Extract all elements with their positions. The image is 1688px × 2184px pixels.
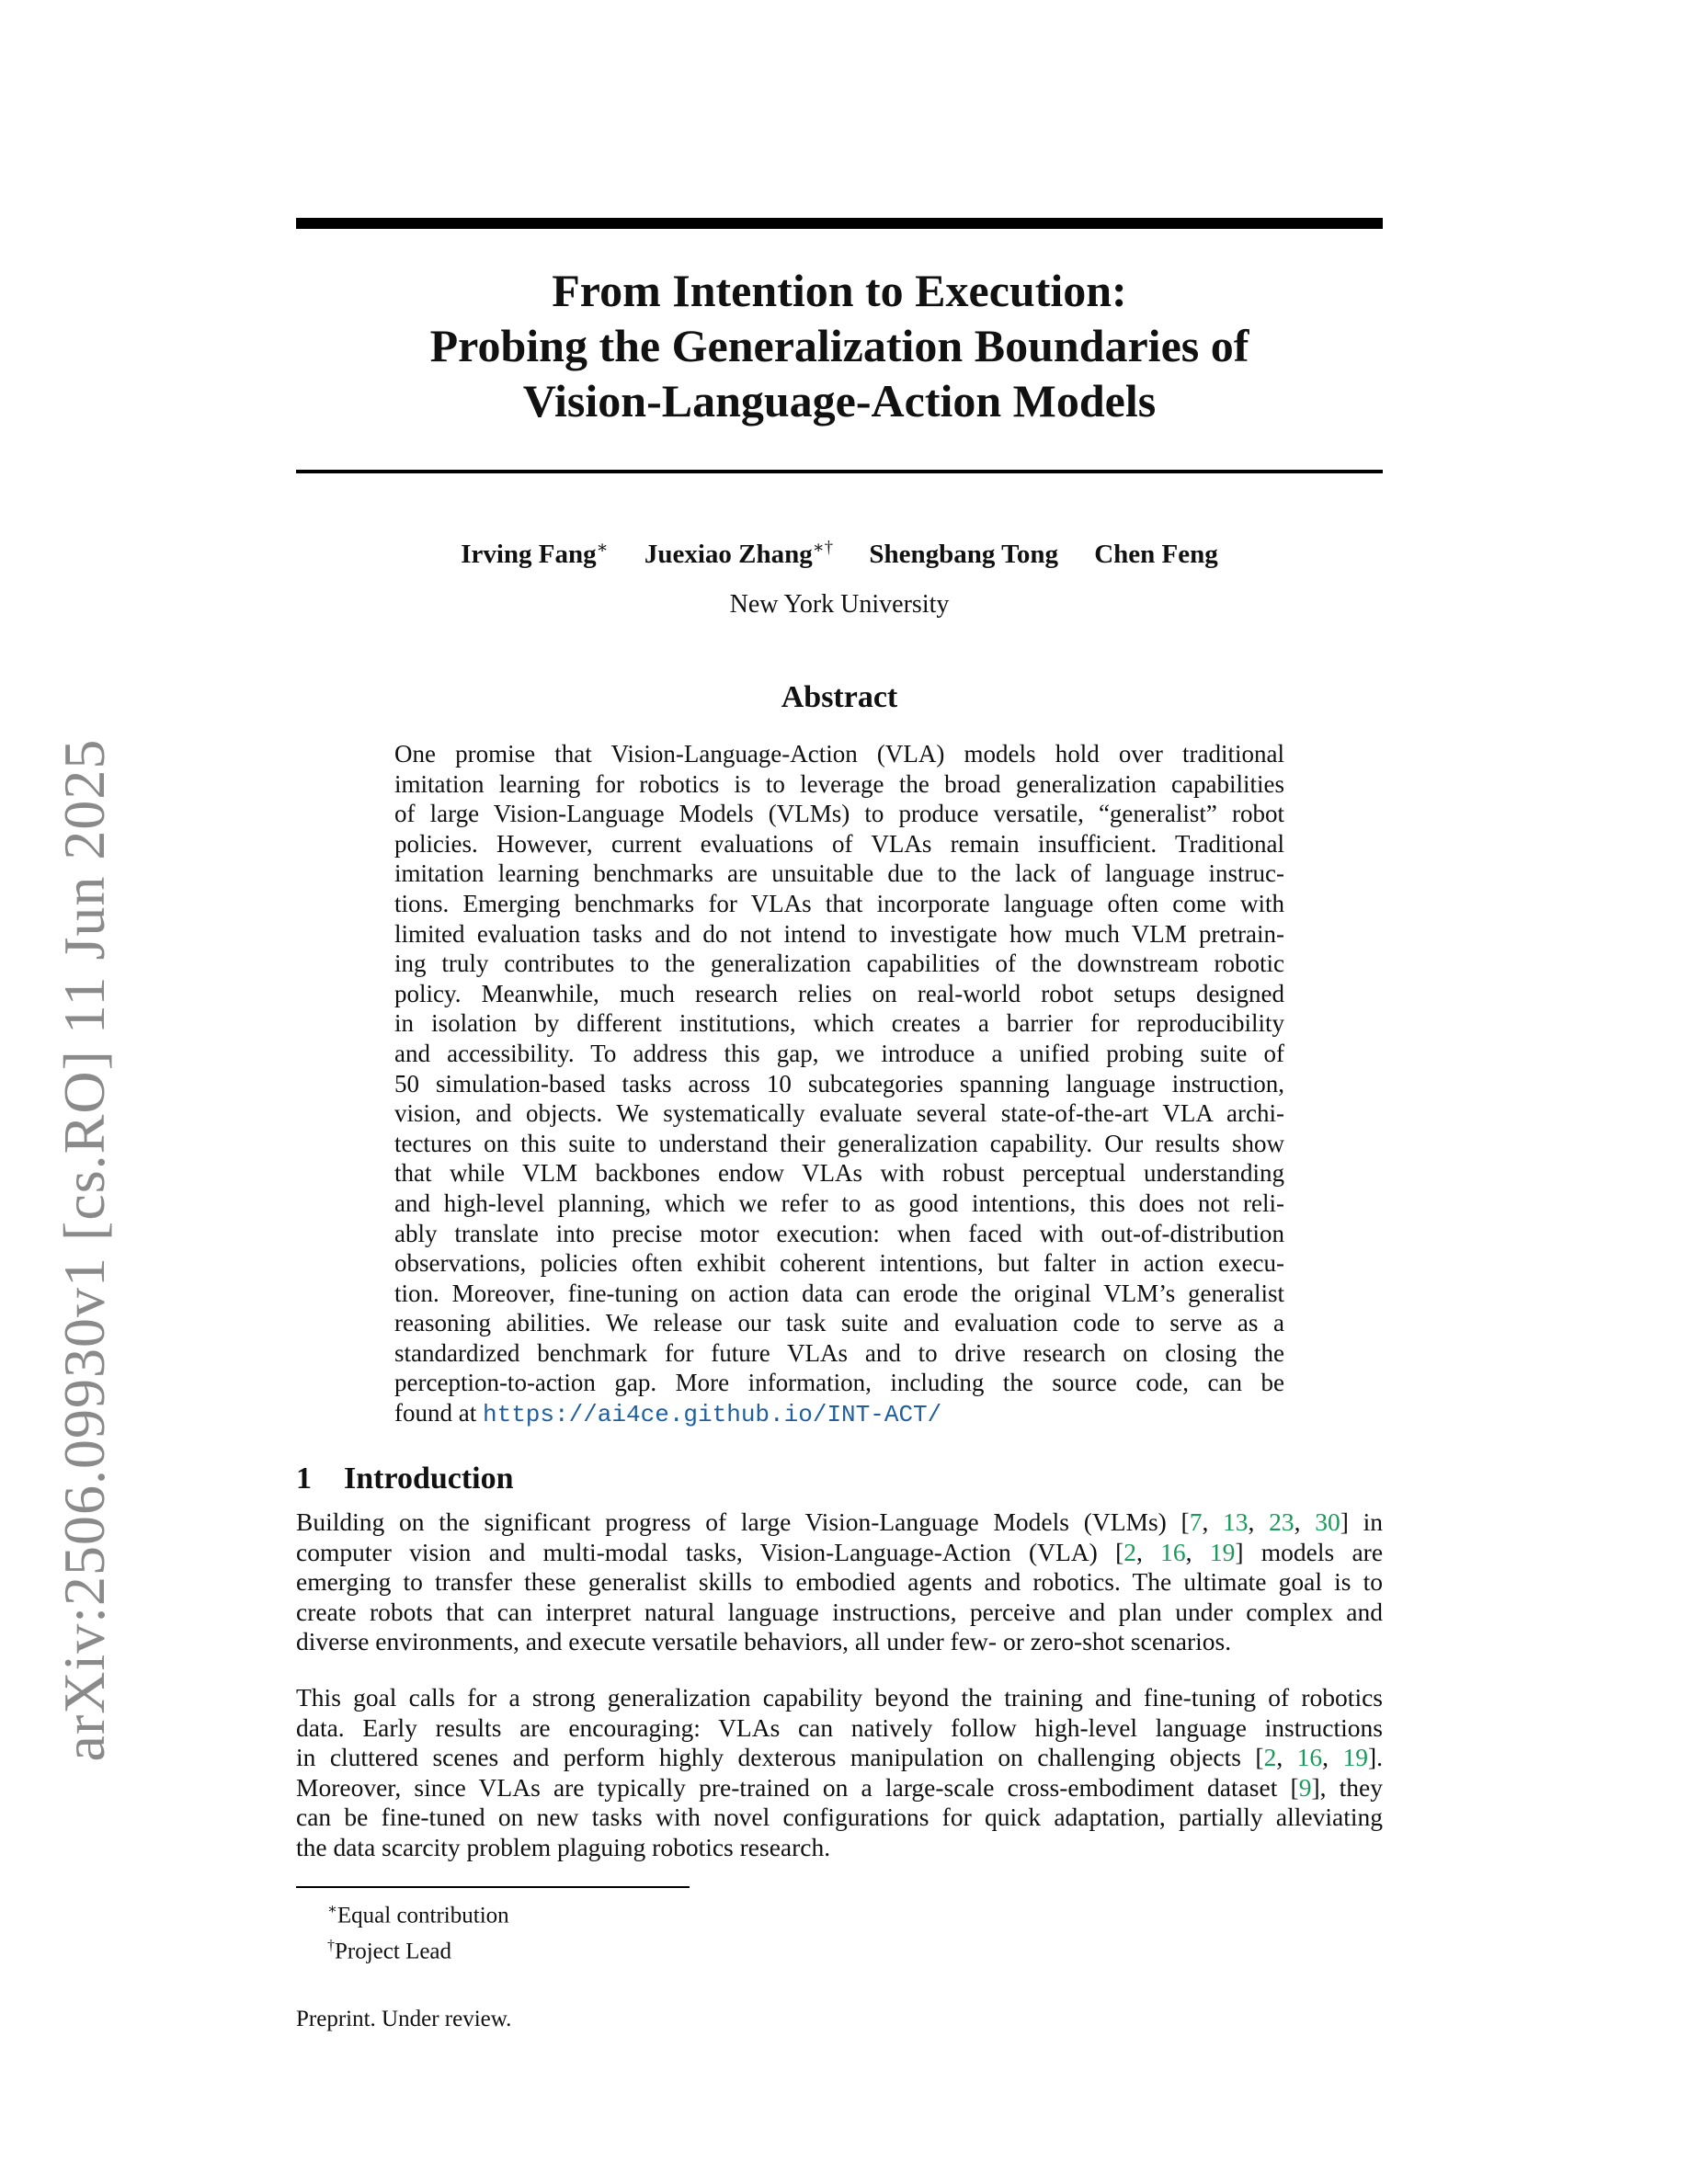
preprint-note: Preprint. Under review. <box>296 2007 512 2031</box>
author <box>644 540 833 569</box>
footnote-mark: † <box>327 1938 335 1954</box>
abstract-line: observations, policies often exhibit coherent intentions, but falter in action execu- <box>394 1249 1284 1278</box>
footnote-mark: ∗ <box>327 1902 337 1917</box>
abstract-line: standardized benchmark for future VLAs and to drive research on closing the <box>394 1338 1284 1367</box>
abstract-line: and high-level planning, which we refer to as good intentions, this does not reli- <box>394 1189 1284 1217</box>
abstract-line: One promise that Vision-Language-Action (VLA) models hold over traditional <box>394 740 1284 768</box>
paragraph-line <box>296 1627 1383 1657</box>
abstract-line: policies. However, current evaluations of VLAs remain insufficient. Traditional <box>394 829 1284 858</box>
abstract-line: that while VLM backbones endow VLAs with robust perceptual understanding <box>394 1159 1284 1188</box>
title-bottom-rule <box>296 470 1383 473</box>
abstract-line: ing truly contributes to the generalization capabilities of the downstream robotic <box>394 950 1284 978</box>
text-run: This goal calls for a strong generalization capability beyond the training and fine-tuning of robotics <box>296 1683 1383 1712</box>
abstract-line: reasoning abilities. We release our task suite and evaluation code to serve as a <box>394 1309 1284 1337</box>
author-mark: ∗† <box>812 538 834 557</box>
footnote-text: Project Lead <box>335 1939 452 1964</box>
arxiv-identifier: arXiv:2506.09930v1 [cs.RO] 11 Jun 2025 <box>51 738 117 1762</box>
abstract-heading: Abstract <box>781 680 898 714</box>
citation-link[interactable]: 2 <box>1263 1743 1277 1772</box>
text-run: ]. <box>1367 1743 1384 1772</box>
citation-link[interactable]: 16 <box>1296 1743 1323 1772</box>
footnote-text: Equal contribution <box>336 1903 509 1928</box>
footnotes <box>327 1894 509 1967</box>
text-run: , <box>1136 1537 1161 1566</box>
author-name: Juexiao Zhang <box>644 539 813 569</box>
abstract-line: policy. Meanwhile, much research relies on real-world robot setups designed <box>394 979 1284 1007</box>
paragraph-line <box>296 1713 1383 1744</box>
paragraph-line <box>296 1833 1383 1863</box>
section-number: 1 <box>296 1462 312 1496</box>
paragraph-line <box>296 1567 1383 1598</box>
citation-link[interactable]: 19 <box>1209 1537 1236 1566</box>
abstract-line: and accessibility. To address this gap, we introduce a unified probing suite of <box>394 1039 1284 1067</box>
abstract-line: vision, and objects. We systematically evaluate several state-of-the-art VLA archi- <box>394 1099 1284 1128</box>
abstract-line: tions. Emerging benchmarks for VLAs that incorporate language often come with <box>394 889 1284 917</box>
title-line: From Intention to Execution: <box>552 265 1127 316</box>
text-run: , <box>1248 1507 1270 1536</box>
title-line: Probing the Generalization Boundaries of <box>429 320 1249 371</box>
paragraph-line <box>296 1598 1383 1628</box>
citation-link[interactable]: 7 <box>1189 1507 1203 1536</box>
citation-link[interactable]: 16 <box>1160 1537 1186 1566</box>
section-title: Introduction <box>344 1462 514 1496</box>
text-run: can be fine-tuned on new tasks with novel configurations for quick adaptation, partially alleviating <box>296 1803 1383 1832</box>
text-run: in cluttered scenes and perform highly dexterous manipulation on challenging objects [ <box>296 1743 1264 1772</box>
footnote <box>327 1930 509 1966</box>
citation-link[interactable]: 13 <box>1223 1507 1249 1536</box>
citation-link[interactable]: 19 <box>1342 1743 1368 1772</box>
author <box>461 540 608 569</box>
title-line: Vision-Language-Action Models <box>522 375 1157 427</box>
footnote <box>327 1894 509 1930</box>
abstract-url-prefix: found at <box>394 1399 483 1428</box>
author-list <box>296 531 1383 571</box>
author-name: Shengbang Tong <box>869 539 1058 569</box>
citation-link[interactable]: 2 <box>1123 1537 1137 1566</box>
author-name: Chen Feng <box>1094 539 1218 569</box>
text-run: Moreover, since VLAs are typically pre-trained on a large-scale cross-embodiment dataset [ <box>296 1772 1299 1802</box>
abstract-line: imitation learning for robotics is to leverage the broad generalization capabilities <box>394 769 1284 798</box>
project-url-link[interactable]: https://ai4ce.github.io/INT-ACT/ <box>482 1401 942 1429</box>
citation-link[interactable]: 30 <box>1315 1507 1340 1536</box>
citation-link[interactable]: 9 <box>1298 1772 1312 1802</box>
text-run: diverse environments, and execute versatile behaviors, all under few- or zero-shot scenarios. <box>296 1627 1232 1656</box>
affiliation: New York University <box>729 590 950 619</box>
text-run: , <box>1185 1537 1210 1566</box>
title-top-rule <box>296 218 1383 229</box>
text-run: computer vision and multi-modal tasks, Vision-Language-Action (VLA) [ <box>296 1537 1124 1566</box>
abstract-line: perception-to-action gap. More information, including the source code, can be <box>394 1369 1284 1397</box>
author-name: Irving Fang <box>461 539 597 569</box>
abstract-line: limited evaluation tasks and do not intend to investigate how much VLM pretrain- <box>394 919 1284 948</box>
text-run: ] in <box>1340 1507 1383 1536</box>
paragraph-line <box>296 1683 1383 1713</box>
section-heading-introduction <box>296 1460 514 1498</box>
abstract-line: tectures on this suite to understand their generalization capability. Our results show <box>394 1129 1284 1157</box>
author <box>1094 540 1218 569</box>
citation-link[interactable]: 23 <box>1269 1507 1295 1536</box>
abstract-body <box>394 739 1284 1430</box>
abstract-line: tion. Moreover, fine-tuning on action data can erode the original VLM’s generalist <box>394 1279 1284 1307</box>
text-run: , <box>1294 1507 1316 1536</box>
abstract-line: imitation learning benchmarks are unsuitable due to the lack of language instruc- <box>394 859 1284 888</box>
text-run: data. Early results are encouraging: VLAs can natively follow high-level language instructions <box>296 1712 1383 1742</box>
abstract-line: ably translate into precise motor execution: when faced with out-of-distribution <box>394 1219 1284 1247</box>
text-run: emerging to transfer these generalist skills to embodied agents and robotics. The ultimate goal is to <box>296 1567 1383 1597</box>
abstract-line <box>394 1398 1284 1430</box>
abstract-line: in isolation by different institutions, which creates a barrier for reproducibility <box>394 1009 1284 1038</box>
paragraph-line <box>296 1803 1383 1833</box>
intro-paragraph-2 <box>296 1683 1383 1863</box>
text-run: the data scarcity problem plaguing robotics research. <box>296 1832 831 1861</box>
text-run: ] models are <box>1235 1537 1384 1566</box>
text-run: ], they <box>1311 1772 1383 1802</box>
text-run: Building on the significant progress of large Vision-Language Models (VLMs) [ <box>296 1507 1190 1536</box>
text-run: create robots that can interpret natural language instructions, perceive and plan under complex and <box>296 1597 1383 1626</box>
abstract-line: of large Vision-Language Models (VLMs) to produce versatile, “generalist” robot <box>394 800 1284 828</box>
paragraph-line <box>296 1773 1383 1803</box>
author-mark: ∗ <box>596 538 609 557</box>
paragraph-line <box>296 1507 1383 1538</box>
footnote-rule <box>296 1886 690 1888</box>
paper-title <box>296 263 1383 428</box>
author <box>869 540 1058 569</box>
text-run: , <box>1276 1743 1297 1772</box>
text-run: , <box>1322 1743 1343 1772</box>
abstract-line: 50 simulation-based tasks across 10 subcategories spanning language instruction, <box>394 1069 1284 1098</box>
intro-paragraph-1 <box>296 1507 1383 1657</box>
paragraph-line <box>296 1743 1383 1773</box>
text-run: , <box>1202 1507 1224 1536</box>
paragraph-line <box>296 1538 1383 1568</box>
